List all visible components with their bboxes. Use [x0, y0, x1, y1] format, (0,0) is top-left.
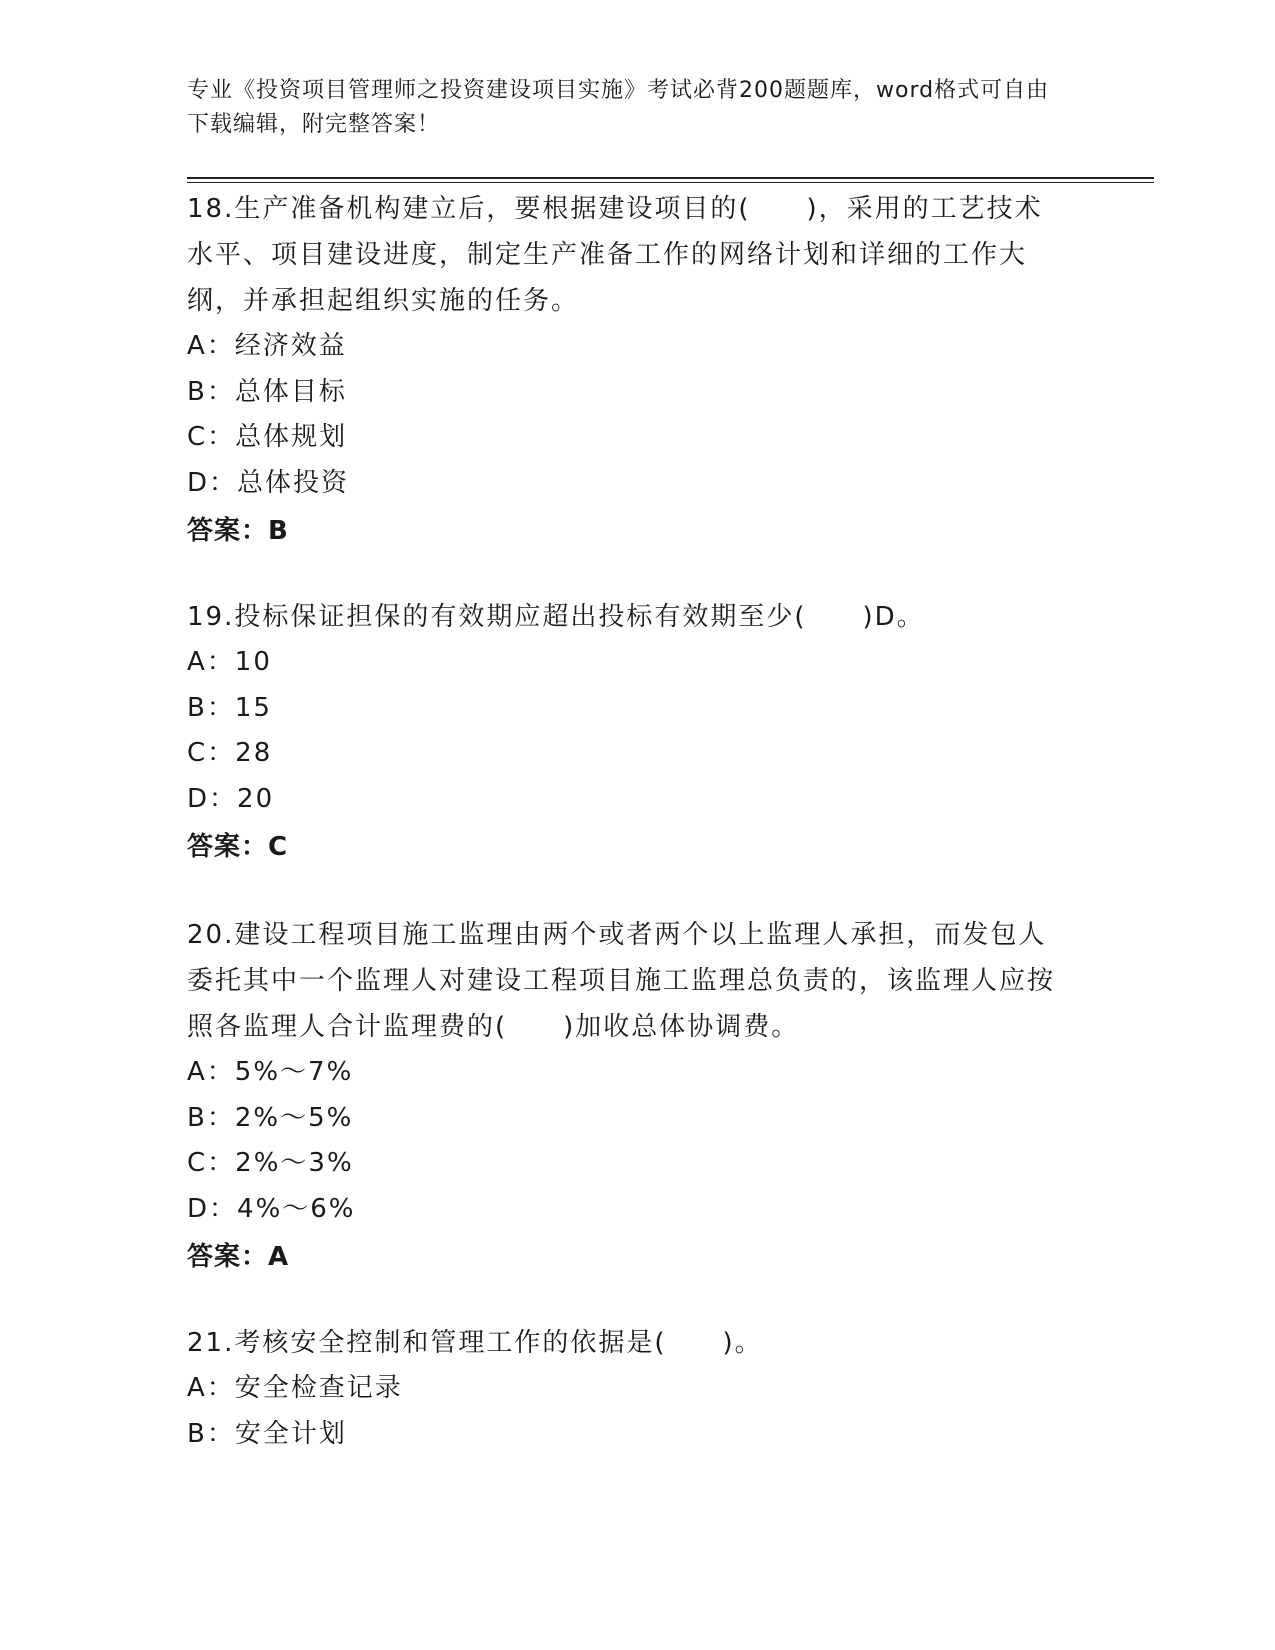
question-stem: 18.生产准备机构建立后，要根据建设项目的( )，采用的工艺技术水平、项目建设进度，制定生产准备工作的网络计划和详细的工作大纲，并承担起组织实施的任务。 [187, 194, 1043, 316]
option-d: D：4%～6% [187, 1193, 356, 1224]
header-rule-thin [187, 182, 1154, 183]
question-19 [187, 594, 1067, 870]
option-c: C：28 [187, 738, 273, 768]
header-rule-thick [187, 177, 1154, 179]
question-21 [187, 1320, 1067, 1457]
option-b: B：15 [187, 692, 272, 723]
question-stem: 20.建设工程项目施工监理由两个或者两个以上监理人承担，而发包人委托其中一个监理人对建设工程项目施工监理总负责的，该监理人应按照各监理人合计监理费的( )加收总体协调费。 [187, 920, 1056, 1042]
option-b: B：安全计划 [187, 1418, 347, 1449]
answer: 答案：B [187, 516, 289, 546]
question-20 [187, 912, 1067, 1280]
option-b: B：总体目标 [187, 376, 347, 407]
option-c: C：总体规划 [187, 422, 348, 452]
option-a: A：经济效益 [187, 331, 347, 361]
option-b: B：2%～5% [187, 1102, 354, 1133]
option-d: D：总体投资 [187, 467, 350, 498]
question-stem: 19.投标保证担保的有效期应超出投标有效期至少( )D。 [187, 602, 925, 632]
answer: 答案：A [187, 1242, 290, 1272]
option-c: C：2%～3% [187, 1148, 354, 1178]
option-d: D：20 [187, 783, 275, 814]
answer: 答案：C [187, 832, 289, 862]
option-a: A：5%～7% [187, 1057, 354, 1087]
option-a: A：10 [187, 647, 272, 677]
question-stem: 21.考核安全控制和管理工作的依据是( )。 [187, 1328, 763, 1358]
question-18 [187, 186, 1067, 554]
document-header: 专业《投资项目管理师之投资建设项目实施》考试必背200题题库，word格式可自由下载编辑，附完整答案！ [187, 78, 1050, 137]
option-a: A：安全检查记录 [187, 1373, 403, 1403]
